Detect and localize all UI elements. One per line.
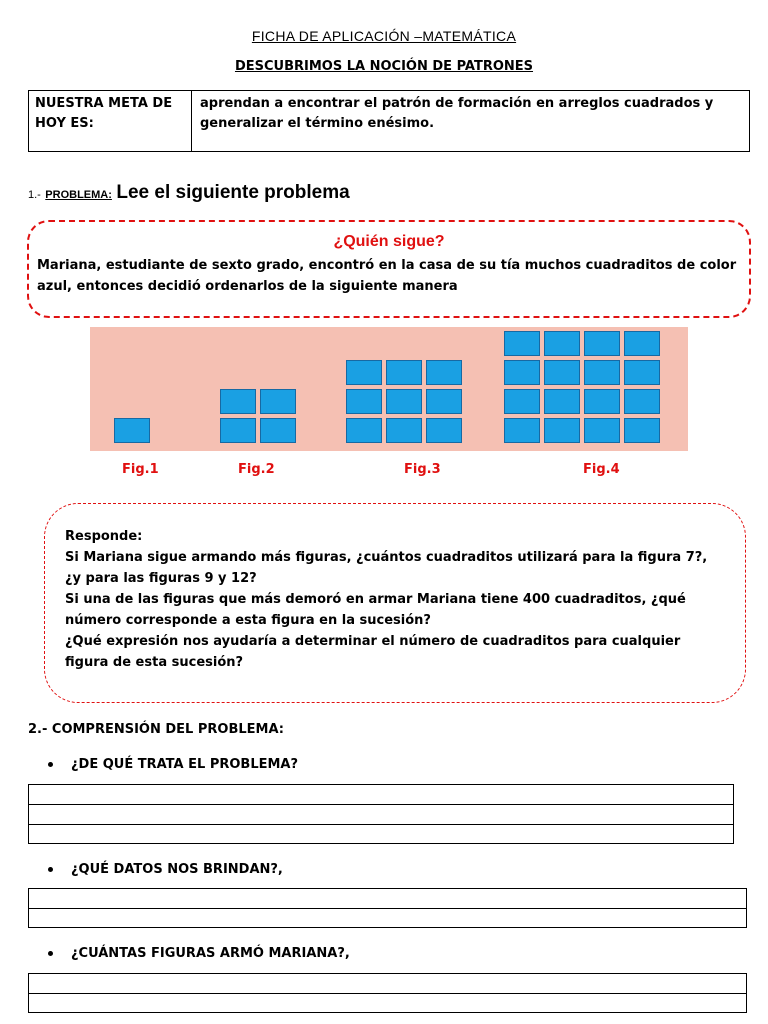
- problem-number: 1.-: [28, 189, 41, 201]
- blue-square: [346, 418, 382, 443]
- blue-square: [386, 389, 422, 414]
- blue-square: [584, 389, 620, 414]
- fig-label-1: Fig.1: [122, 462, 159, 477]
- blue-square: [504, 331, 540, 356]
- blue-square: [426, 389, 462, 414]
- blue-square: [624, 389, 660, 414]
- bullet-icon: [48, 867, 53, 872]
- blue-square: [346, 360, 382, 385]
- bullet-icon: [48, 951, 53, 956]
- blue-square: [624, 331, 660, 356]
- respond-title: Responde:: [65, 529, 143, 544]
- blue-square: [624, 360, 660, 385]
- goal-table: [28, 90, 750, 152]
- blue-square: [426, 360, 462, 385]
- blue-square: [544, 331, 580, 356]
- respond-question-1: Si Mariana sigue armando más figuras, ¿cuántos cuadraditos utilizará para la figura 7?, ¿y para las figuras 9 y 12?: [65, 550, 708, 586]
- respond-question-2: Si una de las figuras que más demoró en armar Mariana tiene 400 cuadraditos, ¿qué número corresponde a esta figura en la sucesión?: [65, 592, 686, 628]
- blue-square: [260, 418, 296, 443]
- answer-line[interactable]: [29, 805, 733, 825]
- blue-square: [114, 418, 150, 443]
- problem-heading: [28, 182, 350, 204]
- blue-square: [504, 389, 540, 414]
- blue-square: [584, 360, 620, 385]
- question-2: [48, 862, 283, 877]
- blue-square: [260, 389, 296, 414]
- answer-line[interactable]: [29, 825, 733, 843]
- answer-lines-1: [28, 784, 734, 844]
- blue-square: [584, 418, 620, 443]
- problem-label: PROBLEMA:: [45, 189, 112, 201]
- blue-square: [584, 331, 620, 356]
- respond-box: [44, 503, 746, 703]
- worksheet-title: FICHA DE APLICACIÓN –MATEMÁTICA: [251, 28, 517, 44]
- blue-square: [504, 418, 540, 443]
- section-2-title: 2.- COMPRENSIÓN DEL PROBLEMA:: [28, 722, 284, 737]
- fig-label-2: Fig.2: [238, 462, 275, 477]
- blue-square: [346, 389, 382, 414]
- blue-square: [220, 389, 256, 414]
- answer-line[interactable]: [29, 974, 746, 994]
- problem-box-text: Mariana, estudiante de sexto grado, encontró en la casa de su tía muchos cuadraditos de color azul, entonces decidió ordenarlos de la siguiente manera: [37, 258, 737, 294]
- problem-box-title: ¿Quién sigue?: [333, 233, 445, 250]
- answer-line[interactable]: [29, 994, 746, 1012]
- problem-instruction: Lee el siguiente problema: [116, 182, 350, 203]
- question-3: [48, 946, 350, 961]
- blue-square: [544, 389, 580, 414]
- bullet-icon: [48, 762, 53, 767]
- question-2-text: ¿QUÉ DATOS NOS BRINDAN?,: [71, 862, 283, 877]
- respond-question-3: ¿Qué expresión nos ayudaría a determinar el número de cuadraditos para cualquier figura de esta sucesión?: [65, 634, 681, 670]
- blue-square: [220, 418, 256, 443]
- blue-square: [504, 360, 540, 385]
- worksheet-subtitle: DESCUBRIMOS LA NOCIÓN DE PATRONES: [234, 59, 534, 74]
- answer-lines-2: [28, 888, 747, 928]
- fig-label-3: Fig.3: [404, 462, 441, 477]
- problem-box: [27, 220, 751, 318]
- question-3-text: ¿CUÁNTAS FIGURAS ARMÓ MARIANA?,: [71, 946, 350, 961]
- answer-line[interactable]: [29, 909, 746, 927]
- blue-square: [544, 418, 580, 443]
- goal-text: aprendan a encontrar el patrón de formación en arreglos cuadrados y generalizar el término enésimo.: [200, 96, 714, 131]
- blue-square: [386, 360, 422, 385]
- figures-panel: [90, 327, 688, 451]
- blue-square: [624, 418, 660, 443]
- answer-line[interactable]: [29, 785, 733, 805]
- blue-square: [386, 418, 422, 443]
- answer-lines-3: [28, 973, 747, 1013]
- blue-square: [426, 418, 462, 443]
- fig-label-4: Fig.4: [583, 462, 620, 477]
- question-1-text: ¿DE QUÉ TRATA EL PROBLEMA?: [71, 757, 299, 772]
- answer-line[interactable]: [29, 889, 746, 909]
- blue-square: [544, 360, 580, 385]
- goal-label: NUESTRA META DE HOY ES:: [29, 91, 192, 151]
- question-1: [48, 757, 298, 772]
